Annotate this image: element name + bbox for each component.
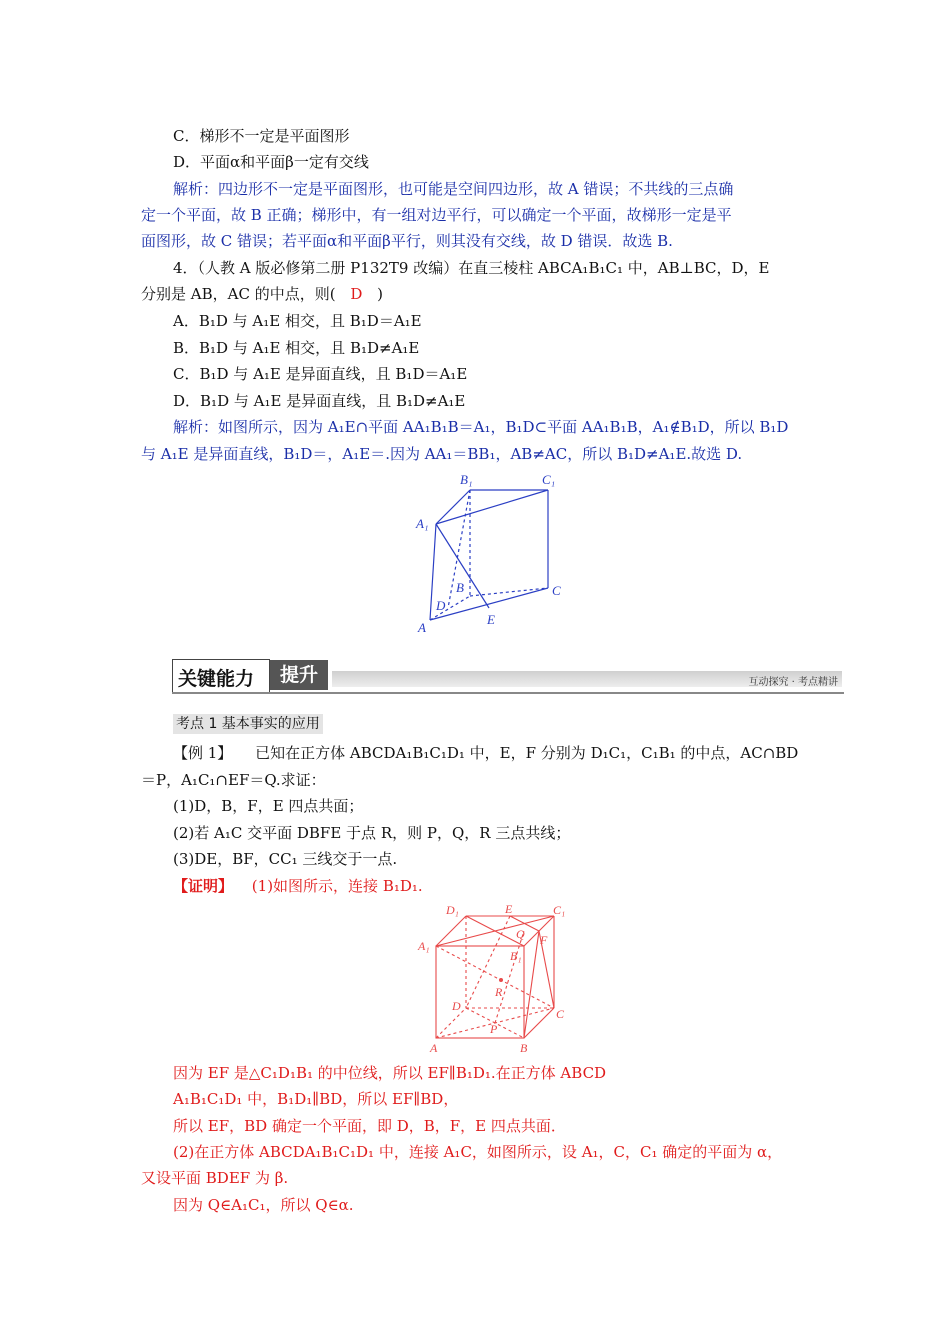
banner-title: 关键能力: [178, 668, 255, 690]
fig2-label-d: D: [452, 999, 461, 1013]
prism-figure: [410, 468, 570, 638]
fig1-label-c1: C₁: [542, 472, 556, 487]
proof-line5: (2)在正方体 ABCDA₁B₁C₁D₁ 中，连接 A₁C，如图所示，设 A₁，C，C₁ 确定的平面为 α，: [173, 1143, 783, 1161]
banner-subtitle: 互动探究 · 考点精讲: [748, 677, 838, 688]
proof-step1: (1)如图所示，连接 B₁D₁.: [251, 877, 423, 895]
example1-label: 【例 1】: [173, 744, 233, 762]
q4-line2-post: ): [377, 285, 384, 303]
analysis2-line1: 解析：如图所示，因为 A₁E∩平面 AA₁B₁B＝A₁，B₁D⊂平面 AA₁B₁B，A₁∉B₁D，所以 B₁D: [173, 418, 789, 436]
fig1-label-c: C: [552, 583, 561, 598]
analysis1-line3: 面图形，故 C 错误；若平面α和平面β平行，则其没有交线，故 D 错误．故选 B.: [141, 232, 673, 250]
example1-line1: [173, 743, 798, 763]
fig2-label-c1: C₁: [553, 903, 566, 917]
q4-option-a: A．B₁D 与 A₁E 相交，且 B₁D＝A₁E: [173, 312, 422, 330]
analysis1-line1: 解析：四边形不一定是平面图形，也可能是空间四边形，故 A 错误；不共线的三点确: [173, 180, 734, 198]
fig2-label-b: B: [520, 1041, 528, 1055]
example1-item2: (2)若 A₁C 交平面 DBFE 于点 R，则 P，Q，R 三点共线；: [173, 824, 571, 842]
analysis1-line2: 定一个平面，故 B 正确；梯形中，有一组对边平行，可以确定一个平面，故梯形一定是平: [141, 206, 732, 224]
fig1-label-b1: B₁: [460, 472, 473, 487]
q4-line1: 4．（人教 A 版必修第二册 P132T9 改编）在直三棱柱 ABCA₁B₁C₁ 中，AB⊥BC，D，E: [173, 259, 770, 277]
q4-answer: D: [350, 285, 363, 303]
fig2-label-q: Q: [516, 927, 525, 941]
proof-line3: A₁B₁C₁D₁ 中，B₁D₁∥BD，所以 EF∥BD，: [173, 1090, 459, 1108]
fig2-label-a: A: [430, 1041, 438, 1055]
example1-item3: (3)DE，BF，CC₁ 三线交于一点.: [173, 850, 398, 868]
fig1-label-b: B: [456, 580, 464, 595]
fig1-label-a1: A₁: [416, 516, 429, 531]
proof-line1: [173, 876, 423, 896]
q4-option-b: B．B₁D 与 A₁E 相交，且 B₁D≠A₁E: [173, 339, 420, 357]
option-d: D．平面α和平面β一定有交线: [173, 153, 369, 171]
fig2-label-a1: A₁: [418, 939, 430, 953]
proof-line2: 因为 EF 是△C₁D₁B₁ 的中位线，所以 EF∥B₁D₁.在正方体 ABCD: [173, 1064, 607, 1082]
fig1-label-d: D: [436, 598, 446, 613]
kaodian-heading: 考点 1 基本事实的应用: [173, 714, 323, 734]
cube-figure: [410, 900, 580, 1060]
fig1-label-e: E: [487, 612, 495, 627]
option-c: C．梯形不一定是平面图形: [173, 127, 350, 145]
fig2-label-f: F: [540, 933, 548, 947]
fig2-label-e: E: [505, 902, 513, 916]
banner-underline: [172, 692, 844, 694]
fig2-label-c: C: [556, 1007, 565, 1021]
q4-line2-pre: 分别是 AB，AC 的中点，则(: [141, 285, 336, 303]
fig2-label-r: R: [495, 985, 503, 999]
fig2-label-b1: B₁: [510, 949, 522, 963]
q4-line2: [141, 284, 383, 304]
proof-line4: 所以 EF，BD 确定一个平面，即 D，B，F，E 四点共面．: [173, 1117, 566, 1135]
proof-label: 【证明】: [173, 877, 234, 895]
example1-text: 已知在正方体 ABCDA₁B₁C₁D₁ 中，E，F 分别为 D₁C₁，C₁B₁ 的中点，AC∩BD: [255, 744, 799, 762]
fig2-label-d1: D₁: [446, 903, 459, 917]
proof-line7: 因为 Q∈A₁C₁，所以 Q∈α.: [173, 1196, 354, 1214]
example1-line2: ＝P，A₁C₁∩EF＝Q.求证：: [141, 771, 326, 789]
q4-option-c: C．B₁D 与 A₁E 是异面直线，且 B₁D＝A₁E: [173, 365, 468, 383]
banner-tag: 提升: [270, 660, 328, 690]
proof-line6: 又设平面 BDEF 为 β.: [141, 1169, 289, 1187]
q4-option-d: D．B₁D 与 A₁E 是异面直线，且 B₁D≠A₁E: [173, 392, 466, 410]
example1-item1: (1)D，B，F，E 四点共面；: [173, 797, 364, 815]
fig1-label-a: A: [418, 620, 426, 635]
fig2-label-p: P: [490, 1022, 498, 1036]
analysis2-line2: 与 A₁E 是异面直线，B₁D＝，A₁E＝.因为 AA₁＝BB₁，AB≠AC，所以 B₁D≠A₁E.故选 D.: [141, 445, 743, 463]
